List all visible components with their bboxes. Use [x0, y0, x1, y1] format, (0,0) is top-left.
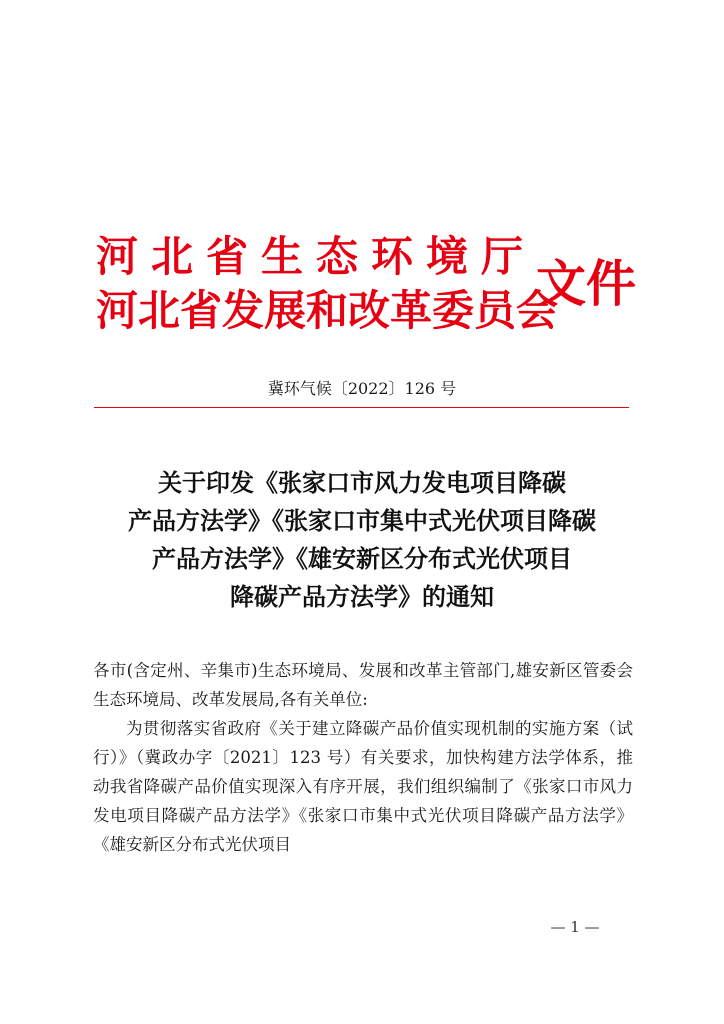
body-paragraph: 为贯彻落实省政府《关于建立降碳产品价值实现机制的实施方案（试行）》（冀政办字〔2021〕123 号）有关要求，加快构建方法学体系，推动我省降碳产品价值实现深入有序开展，我们组织编制了《张家口市风力发电项目降碳产品方法学》《张家口市集中式光伏项目降碳产品方法学》《雄安新区分布式光伏项目: [93, 719, 633, 854]
title-line-4: 降碳产品方法学》的通知: [230, 582, 494, 611]
title-line-3: 产品方法学》《雄安新区分布式光伏项目: [152, 544, 572, 573]
title-line-1: 关于印发《张家口市风力发电项目降碳: [158, 468, 566, 497]
document-body: [93, 656, 633, 859]
page-number: — 1 —: [550, 918, 600, 936]
header-divider: [94, 407, 629, 408]
issuer-line-2: 河北省发展和改革委员会: [96, 286, 559, 335]
issuer-line-1: 河北省生态环境厅: [96, 232, 537, 281]
title-line-2: 产品方法学》《张家口市集中式光伏项目降碳: [128, 506, 596, 535]
salutation: 各市(含定州、辛集市)生态环境局、发展和改革主管部门,雄安新区管委会生态环境局、改革发展局,各有关单位:: [93, 661, 633, 709]
document-title: [70, 464, 654, 616]
document-number: 冀环气候〔2022〕126 号: [267, 379, 457, 398]
document-type-label: 文件: [536, 254, 636, 313]
document-header: [96, 232, 636, 342]
